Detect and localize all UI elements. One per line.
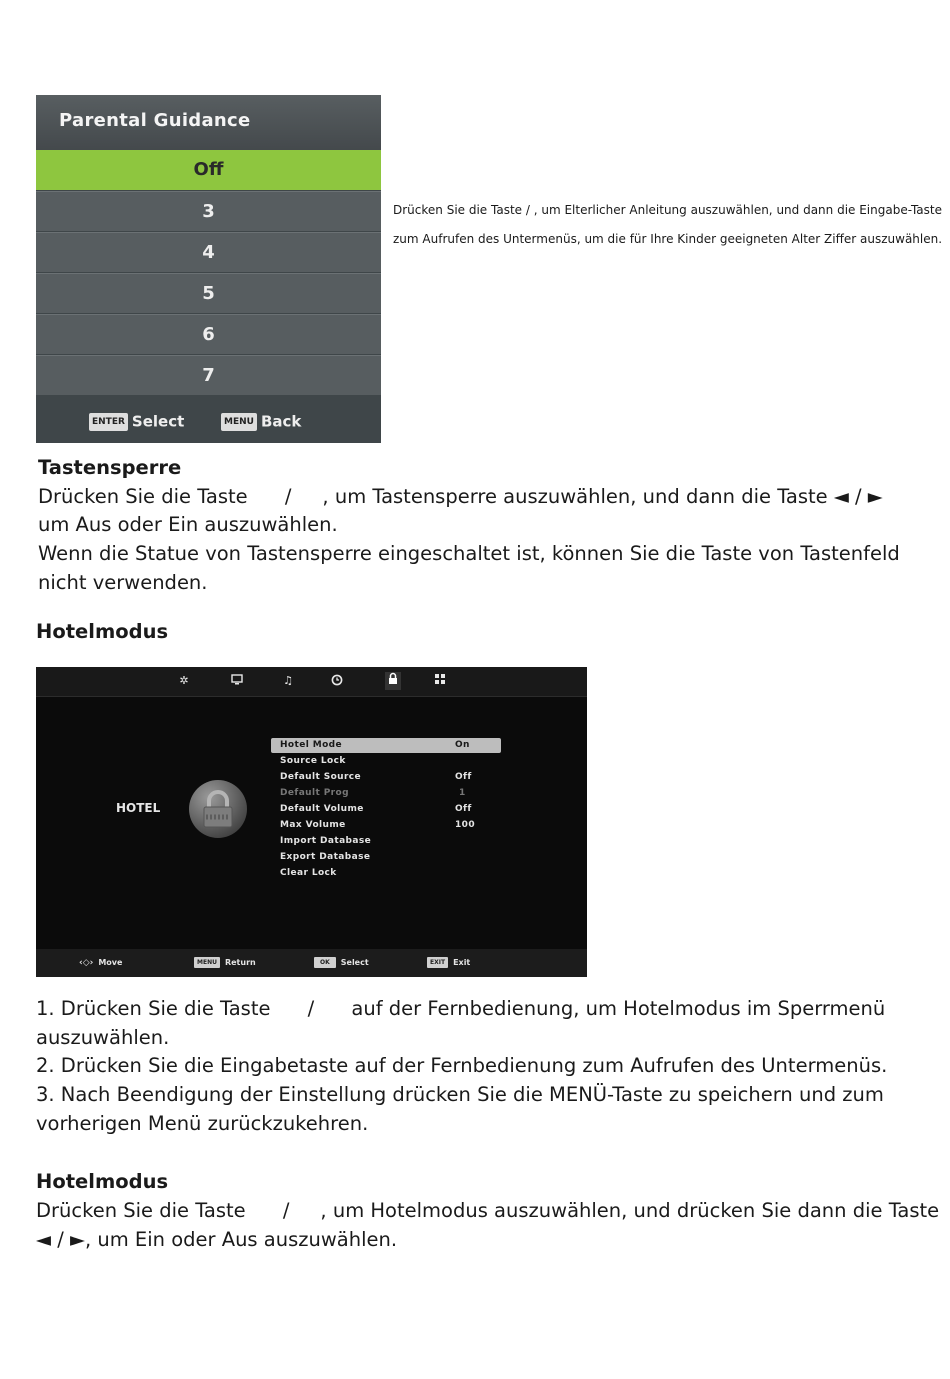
parental-guidance-menu bbox=[36, 95, 381, 443]
clock-icon[interactable] bbox=[330, 674, 344, 688]
exit-label: Exit bbox=[453, 958, 471, 967]
default-prog-label: Default Prog bbox=[280, 788, 349, 798]
default-source-value: Off bbox=[455, 772, 472, 782]
hotel-menu-row-export-database[interactable] bbox=[271, 850, 501, 865]
select-label: Select bbox=[131, 412, 185, 431]
source-lock-label: Source Lock bbox=[280, 756, 346, 766]
music-icon[interactable]: ♫ bbox=[283, 674, 293, 687]
hotel-bottom-bar bbox=[36, 949, 587, 977]
menu-back-hint[interactable] bbox=[221, 411, 301, 431]
default-volume-label: Default Volume bbox=[280, 804, 364, 814]
step-3-line-2: vorherigen Menü zurückzukehren. bbox=[36, 1112, 369, 1135]
move-hint[interactable] bbox=[79, 957, 122, 969]
hotelmodus-heading-1: Hotelmodus bbox=[36, 620, 169, 643]
hotel-menu-row-default-volume[interactable] bbox=[271, 802, 501, 817]
tastensperre-line-4: nicht verwenden. bbox=[38, 571, 208, 594]
hotel-menu-row-default-source[interactable] bbox=[271, 770, 501, 785]
exit-hint[interactable] bbox=[427, 957, 470, 969]
hotel-side-label: HOTEL bbox=[116, 801, 161, 815]
parental-option-7[interactable]: 7 bbox=[36, 355, 381, 395]
hotel-lock-icon bbox=[189, 780, 247, 838]
parental-option-off[interactable]: Off bbox=[36, 150, 381, 190]
ok-select-hint[interactable] bbox=[314, 957, 369, 969]
parental-option-3[interactable]: 3 bbox=[36, 191, 381, 231]
parental-option-4[interactable]: 4 bbox=[36, 232, 381, 272]
step-1-line-1: 1. Drücken Sie die Taste / auf der Fernbedienung, um Hotelmodus im Sperrmenü bbox=[36, 997, 886, 1020]
grid-icon[interactable] bbox=[433, 674, 447, 688]
step-1-line-2: auszuwählen. bbox=[36, 1026, 170, 1049]
exit-key-icon: EXIT bbox=[427, 957, 448, 968]
hotelmodus-line-1: Drücken Sie die Taste / , um Hotelmodus auszuwählen, und drücken Sie dann die Taste bbox=[36, 1199, 940, 1222]
move-label: Move bbox=[98, 958, 123, 967]
hotel-menu-row-clear-lock[interactable] bbox=[271, 866, 501, 881]
return-label: Return bbox=[224, 958, 256, 967]
step-2: 2. Drücken Sie die Eingabetaste auf der Fernbedienung zum Aufrufen des Untermenüs. bbox=[36, 1054, 888, 1077]
enter-select-hint[interactable] bbox=[89, 411, 184, 431]
parental-option-5[interactable]: 5 bbox=[36, 273, 381, 313]
move-arrows-icon: ‹◇› bbox=[79, 958, 94, 968]
hotelmodus-line-2: ◄ / ►, um Ein oder Aus auszuwählen. bbox=[36, 1228, 398, 1251]
hotel-menu-row-max-volume[interactable] bbox=[271, 818, 501, 833]
hotel-menu-row-default-prog bbox=[271, 786, 501, 801]
clear-lock-label: Clear Lock bbox=[280, 868, 337, 878]
monitor-icon[interactable] bbox=[230, 674, 244, 688]
back-label: Back bbox=[260, 412, 302, 431]
parental-menu-title: Parental Guidance bbox=[36, 95, 381, 150]
hotel-mode-value: On bbox=[455, 740, 470, 750]
hotel-mode-label: Hotel Mode bbox=[280, 740, 343, 750]
step-3-line-1: 3. Nach Beendigung der Einstellung drücken Sie die MENÜ-Taste zu speichern und zum bbox=[36, 1083, 884, 1106]
lock-icon[interactable] bbox=[385, 672, 401, 690]
hotel-mode-screen bbox=[36, 667, 587, 977]
max-volume-label: Max Volume bbox=[280, 820, 346, 830]
hotel-menu-row-import-database[interactable] bbox=[271, 834, 501, 849]
gear-icon[interactable]: ✲ bbox=[179, 674, 189, 687]
default-source-label: Default Source bbox=[280, 772, 362, 782]
menu-key-icon: MENU bbox=[221, 413, 257, 431]
hotel-top-icon-bar bbox=[36, 667, 587, 697]
import-database-label: Import Database bbox=[280, 836, 372, 846]
max-volume-value: 100 bbox=[455, 820, 475, 830]
export-database-label: Export Database bbox=[280, 852, 371, 862]
hotelmodus-heading-2: Hotelmodus bbox=[36, 1170, 169, 1193]
hotel-menu-row-source-lock[interactable] bbox=[271, 754, 501, 769]
tastensperre-line-3: Wenn die Statue von Tastensperre eingeschaltet ist, können Sie die Taste von Tastenfeld bbox=[38, 542, 900, 565]
default-volume-value: Off bbox=[455, 804, 472, 814]
return-hint[interactable] bbox=[194, 957, 256, 969]
ok-key-icon: OK bbox=[314, 957, 336, 968]
ok-select-label: Select bbox=[340, 958, 369, 967]
tastensperre-line-1: Drücken Sie die Taste / , um Tastensperre auszuwählen, und dann die Taste ◄ / ► bbox=[38, 485, 883, 508]
hotel-menu-row-hotel-mode[interactable] bbox=[271, 738, 501, 753]
enter-key-icon: ENTER bbox=[89, 413, 128, 431]
menu-key-icon: MENU bbox=[194, 957, 220, 968]
tastensperre-line-2: um Aus oder Ein auszuwählen. bbox=[38, 513, 338, 536]
parental-description: Drücken Sie die Taste / , um Elterlicher Anleitung auszuwählen, und dann die Eingabe-Taste zum Aufrufen des Untermenüs, um die für Ihre Kinder geeigneten Alter Ziffer auszuwählen. bbox=[393, 203, 943, 246]
parental-option-6[interactable]: 6 bbox=[36, 314, 381, 354]
default-prog-value: 1 bbox=[459, 788, 466, 798]
parental-menu-footer bbox=[36, 401, 381, 442]
tastensperre-heading: Tastensperre bbox=[38, 456, 182, 479]
